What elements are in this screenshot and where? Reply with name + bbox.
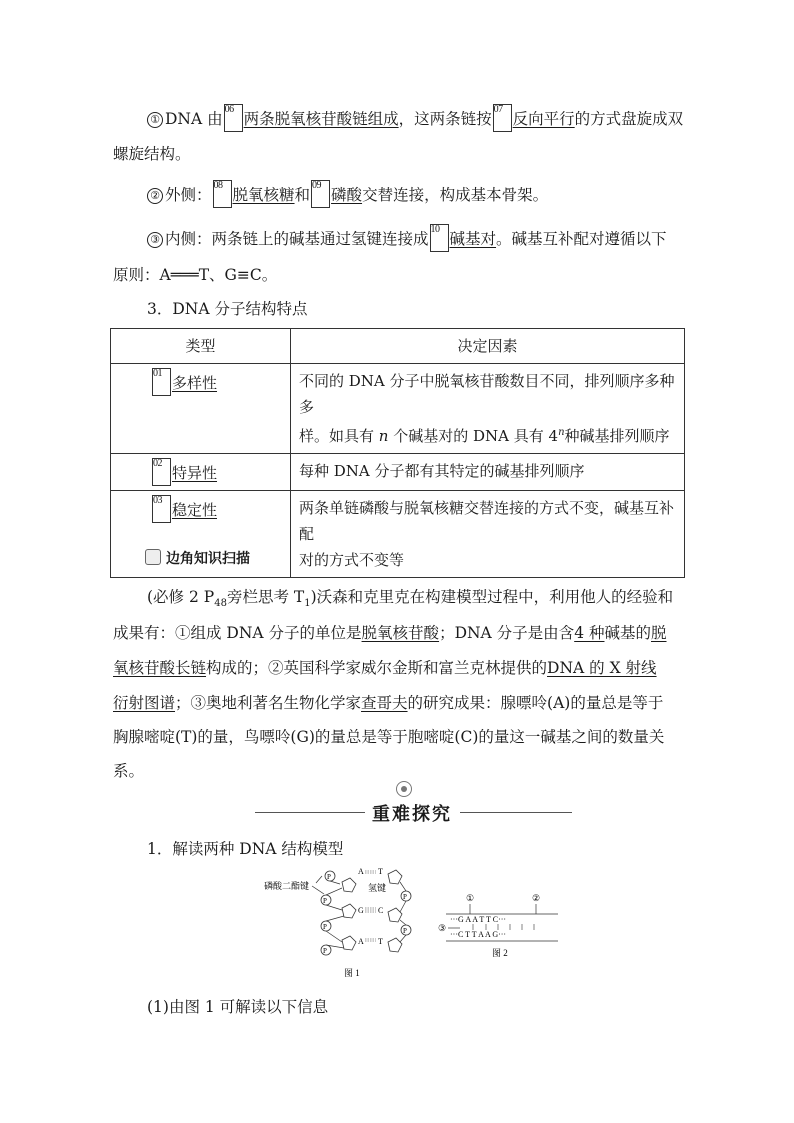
blank-tag-01: 01 — [152, 368, 171, 396]
corner-line-2: 成果有：①组成 DNA 分子的单位是脱氧核苷酸；DNA 分子是由含4 种碱基的脱 — [113, 624, 667, 642]
circle-number-2: ② — [147, 188, 163, 204]
corner-line-5: 胸腺嘧啶(T)的量，鸟嘌呤(G)的量总是等于胞嘧啶(C)的量这一碱基之间的数量关 — [113, 728, 665, 746]
svg-text:G: G — [358, 906, 364, 915]
svg-text:P: P — [403, 927, 407, 935]
para-1-line-1 — [147, 104, 683, 132]
type-stability: 稳定性 — [172, 501, 218, 519]
blank-tag-10: 10 — [430, 224, 449, 252]
factor-cell — [291, 491, 685, 578]
corner-title: 边角知识扫描 — [166, 551, 250, 567]
text: 和 — [294, 186, 311, 204]
type-diversity: 多样性 — [172, 374, 218, 392]
blank-tag-07: 07 — [493, 104, 512, 132]
corner-line-6: 系。 — [113, 762, 145, 780]
svg-text:①: ① — [466, 893, 475, 903]
blank-tag-06: 06 — [224, 104, 243, 132]
text: 的方式盘旋成双 — [574, 110, 684, 128]
label-hydrogen-bond: 氢键 — [368, 883, 387, 893]
answer-base-pair: 碱基对 — [449, 230, 497, 248]
item-1-1: (1)由图 1 可解读以下信息 — [147, 998, 329, 1016]
heading-3: 3．DNA 分子结构特点 — [147, 300, 308, 318]
type-cell — [111, 454, 291, 491]
blank-tag-03: 03 — [152, 495, 171, 523]
text: ，这两条链按 — [398, 110, 492, 128]
svg-text:P: P — [323, 923, 327, 931]
circle-number-1: ① — [147, 112, 163, 128]
svg-text:②: ② — [532, 893, 541, 903]
corner-line-3: 氧核苷酸长链构成的；②英国科学家威尔金斯和富兰克林提供的DNA 的 X 射线 — [113, 659, 657, 677]
svg-text:P: P — [323, 947, 327, 955]
text: 内侧：两条链上的碱基通过氢键连接成 — [165, 230, 429, 248]
answer-deoxyribose: 脱氧核糖 — [232, 186, 295, 204]
answer-phosphate: 磷酸 — [331, 186, 363, 204]
blank-tag-08: 08 — [213, 180, 232, 208]
svg-text:C: C — [378, 906, 384, 915]
figure-1 — [264, 867, 411, 978]
divider-right — [460, 812, 572, 813]
svg-text:P: P — [323, 897, 327, 905]
table-row — [111, 454, 685, 491]
para-1-line-2: 螺旋结构。 — [113, 145, 191, 163]
phosphate-left — [321, 871, 335, 955]
factor-line: 两条单链磷酸与脱氧核糖交替连接的方式不变，碱基互补配 — [299, 499, 675, 543]
type-specificity: 特异性 — [172, 464, 218, 482]
phosphate-right — [401, 891, 411, 935]
item-1: 1．解读两种 DNA 结构模型 — [147, 840, 344, 858]
svg-text:③: ③ — [438, 923, 447, 933]
text: DNA 由 — [165, 110, 223, 128]
svg-text:A: A — [358, 867, 364, 876]
svg-text:A: A — [358, 937, 364, 946]
corner-line-1: (必修 2 $P_{48}$旁栏思考 $T_1$)沃森和克里克在构建模型过程中，利用他人的经验和 — [147, 588, 674, 610]
para-3-line-2: 原则：A═══T、G≡C。 — [113, 266, 278, 284]
top-strand: ···G A A T T C··· — [450, 915, 507, 924]
table-header-factor: 决定因素 — [291, 329, 685, 364]
dna-structure-figure — [260, 860, 560, 985]
corner-knowledge-heading — [145, 548, 250, 568]
svg-text:P: P — [403, 893, 407, 901]
answer-two-strands: 两条脱氧核苷酸链组成 — [243, 110, 399, 128]
magnifier-icon — [145, 549, 161, 565]
table-header-row — [111, 329, 685, 364]
location-pin-icon — [396, 781, 412, 797]
factor-line: 对的方式不变等 — [299, 551, 405, 569]
para-2 — [147, 180, 548, 208]
type-cell — [111, 364, 291, 454]
table-header-type: 类型 — [111, 329, 291, 364]
divider-left — [255, 812, 365, 813]
text: 。碱基互补配对遵循以下 — [496, 230, 667, 248]
factor-line: 样。如具有 n 个碱基对的 DNA 具有 4$^n$种碱基排列顺序 — [299, 427, 670, 445]
figure-1-caption: 图 1 — [344, 968, 360, 978]
dna-features-table — [110, 328, 685, 578]
blank-tag-09: 09 — [311, 180, 330, 208]
table-row — [111, 364, 685, 454]
answer-antiparallel: 反向平行 — [512, 110, 575, 128]
factor-cell — [291, 364, 685, 454]
blank-tag-02: 02 — [152, 458, 171, 486]
section-title-bar — [0, 798, 794, 828]
text: 交替连接，构成基本骨架。 — [362, 186, 549, 204]
factor-cell: 每种 DNA 分子都有其特定的碱基排列顺序 — [291, 454, 685, 491]
label-phosphodiester-bond: 磷酸二酯键 — [264, 881, 310, 891]
corner-line-4: 衍射图谱；③奥地利著名生物化学家查哥夫的研究成果：腺嘌呤(A)的量总是等于 — [113, 694, 664, 712]
svg-text:T: T — [378, 937, 383, 946]
svg-text:T: T — [378, 867, 383, 876]
circle-number-3: ③ — [147, 232, 163, 248]
bottom-strand: ···C T T A A G··· — [450, 930, 507, 939]
factor-line: 不同的 DNA 分子中脱氧核苷酸数目不同，排列顺序多种多 — [299, 372, 675, 416]
text: 外侧： — [165, 186, 212, 204]
section-title: 重难探究 — [372, 804, 452, 825]
para-3-line-1 — [147, 224, 667, 252]
svg-text:P: P — [327, 873, 331, 881]
figure-2 — [438, 893, 558, 958]
figure-2-caption: 图 2 — [492, 948, 508, 958]
